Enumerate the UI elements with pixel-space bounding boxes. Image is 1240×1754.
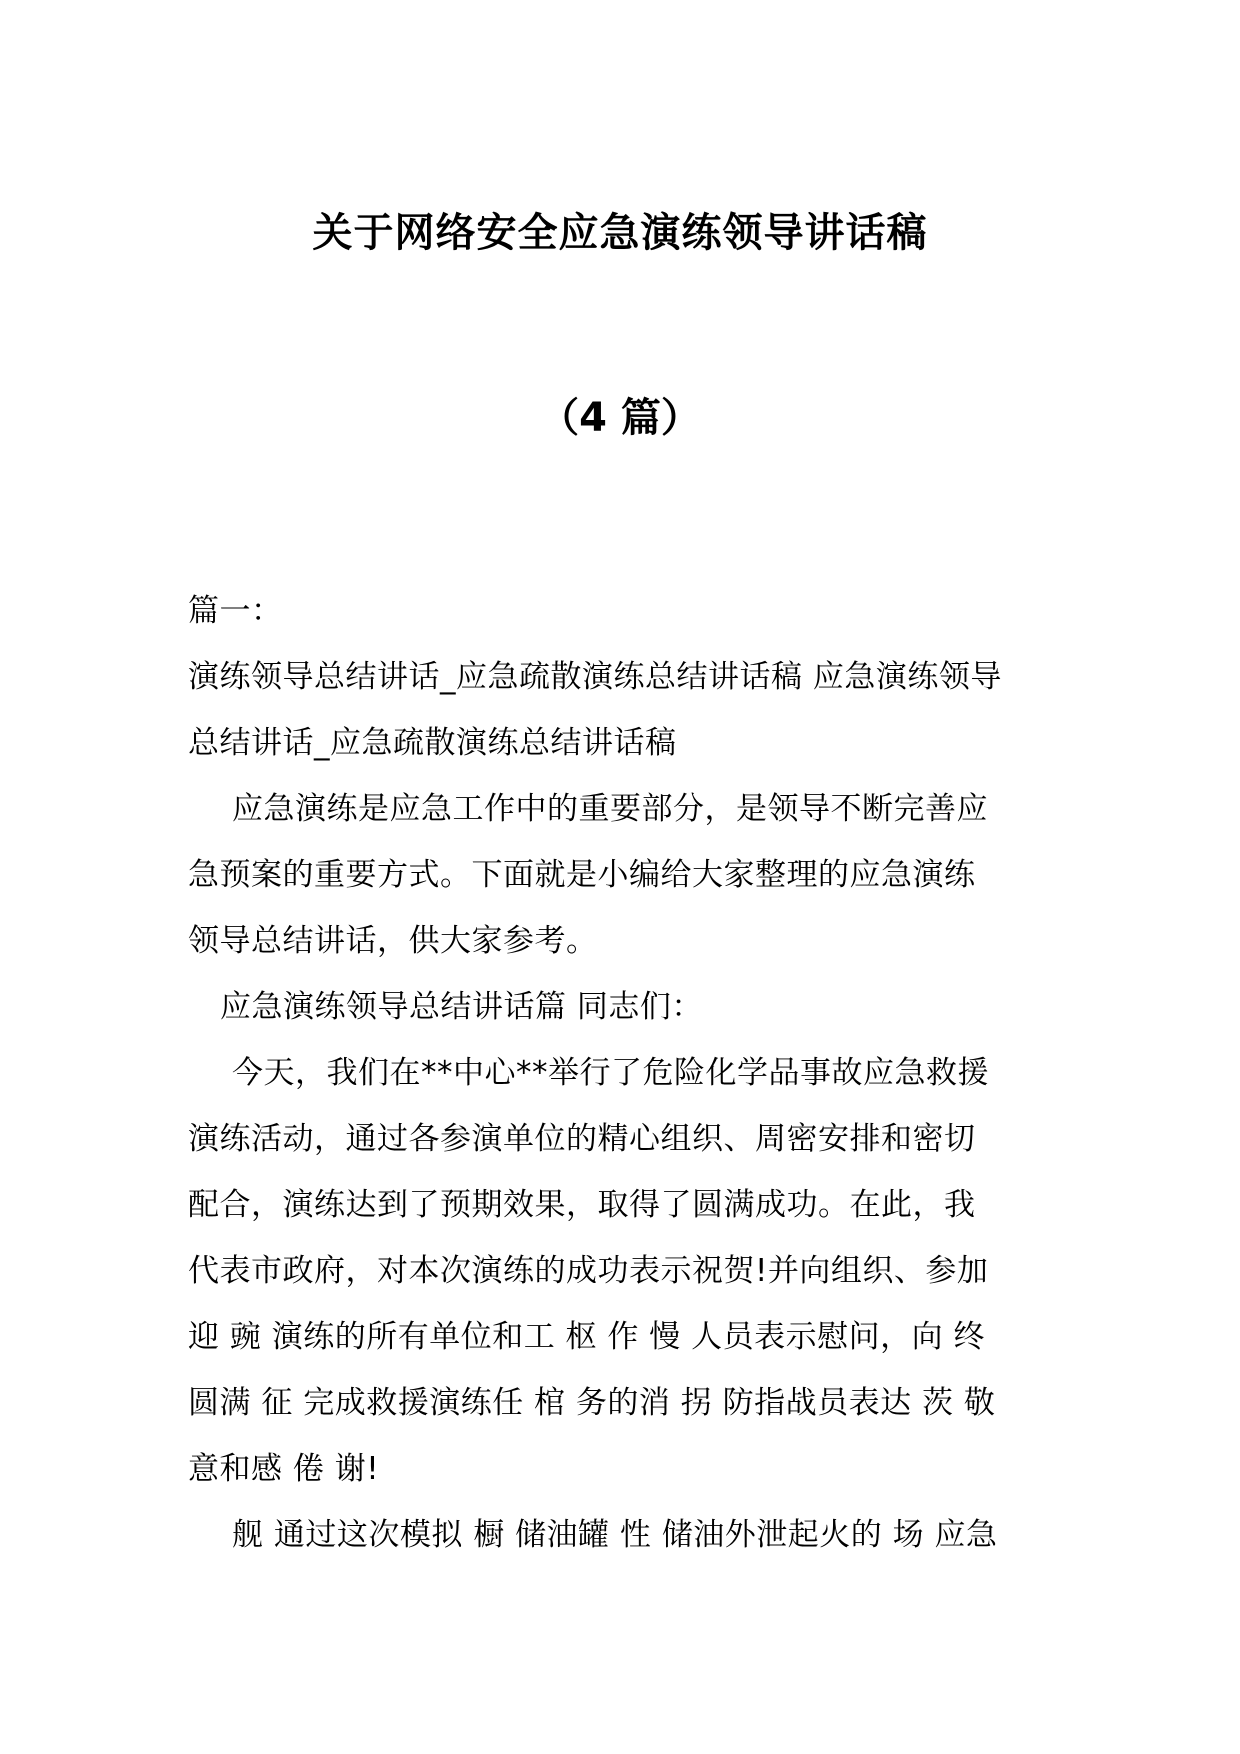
body-line: 圆满 征 完成救援演练任 棺 务的消 拐 防指战员表达 茨 敬 — [188, 1385, 996, 1421]
body-line: 迎 豌 演练的所有单位和工 枢 作 慢 人员表示慰问，向 终 — [188, 1319, 985, 1355]
body-line: 领导总结讲话，供大家参考。 — [188, 923, 598, 959]
body-line: 应急演练领导总结讲话篇 同志们： — [220, 989, 703, 1025]
section-heading: 篇一： — [188, 593, 283, 629]
body-line: 急预案的重要方式。下面就是小编给大家整理的应急演练 — [188, 857, 976, 893]
body-line: 配合，演练达到了预期效果，取得了圆满成功。在此，我 — [188, 1187, 976, 1223]
body-line: 演练活动，通过各参演单位的精心组织、周密安排和密切 — [188, 1121, 976, 1157]
document-body — [188, 578, 1058, 1568]
body-line: 舰 通过这次模拟 橱 储油罐 性 储油外泄起火的 场 应急 — [232, 1517, 998, 1553]
body-line: 意和感 倦 谢! — [188, 1451, 380, 1487]
body-line: 演练领导总结讲话_应急疏散演练总结讲话稿 应急演练领导 — [188, 659, 1002, 695]
body-line: 代表市政府，对本次演练的成功表示祝贺!并向组织、参加 — [188, 1253, 989, 1289]
document-subtitle: （4 篇） — [539, 395, 701, 441]
body-line: 总结讲话_应急疏散演练总结讲话稿 — [188, 725, 677, 761]
body-line: 应急演练是应急工作中的重要部分，是领导不断完善应 — [232, 791, 988, 827]
body-line: 今天，我们在**中心**举行了危险化学品事故应急救援 — [232, 1055, 989, 1091]
document-title: 关于网络安全应急演练领导讲话稿 — [312, 210, 928, 256]
